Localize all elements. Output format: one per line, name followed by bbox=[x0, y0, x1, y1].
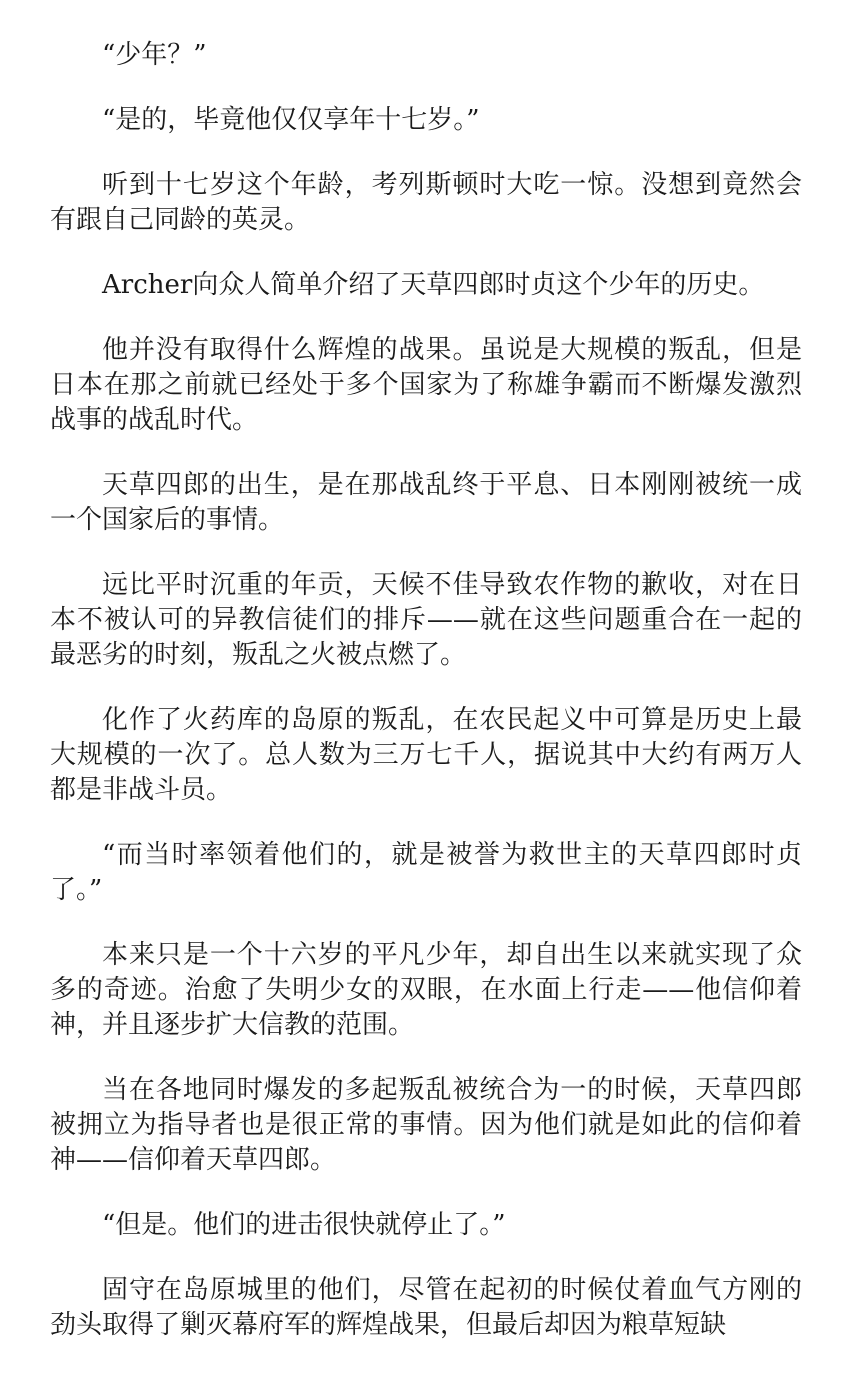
paragraph-dialogue: “是的，毕竟他仅仅享年十七岁。” bbox=[102, 105, 480, 135]
paragraph: 远比平时沉重的年贡，天候不佳导致农作物的歉收，对在日本不被认可的异教信徒们的排斥——就在这些问题重合在一起的最恶劣的时刻，叛乱之火被点燃了。 bbox=[50, 570, 802, 670]
paragraph: 化作了火药库的岛原的叛乱，在农民起义中可算是历史上最大规模的一次了。总人数为三万七千人，据说其中大约有两万人都是非战斗员。 bbox=[50, 705, 802, 805]
paragraph: 他并没有取得什么辉煌的战果。虽说是大规模的叛乱，但是日本在那之前就已经处于多个国家为了称雄争霸而不断爆发激烈战事的战乱时代。 bbox=[50, 335, 802, 435]
paragraph: Archer向众人简单介绍了天草四郎时贞这个少年的历史。 bbox=[102, 270, 765, 300]
paragraph-dialogue: “但是。他们的进击很快就停止了。” bbox=[102, 1210, 506, 1240]
paragraph: 听到十七岁这个年龄，考列斯顿时大吃一惊。没想到竟然会有跟自己同龄的英灵。 bbox=[50, 170, 802, 235]
paragraph-dialogue: “而当时率领着他们的，就是被誉为救世主的天草四郎时贞了。” bbox=[50, 840, 802, 905]
paragraph: 当在各地同时爆发的多起叛乱被统合为一的时候，天草四郎被拥立为指导者也是很正常的事情。因为他们就是如此的信仰着神——信仰着天草四郎。 bbox=[50, 1075, 802, 1175]
paragraph: 天草四郎的出生，是在那战乱终于平息、日本刚刚被统一成一个国家后的事情。 bbox=[50, 470, 802, 535]
paragraph: 固守在岛原城里的他们，尽管在起初的时候仗着血气方刚的劲头取得了剿灭幕府军的辉煌战果，但最后却因为粮草短缺 bbox=[50, 1275, 802, 1340]
paragraph-dialogue: “少年？” bbox=[102, 40, 207, 70]
paragraph: 本来只是一个十六岁的平凡少年，却自出生以来就实现了众多的奇迹。治愈了失明少女的双眼，在水面上行走——他信仰着神，并且逐步扩大信教的范围。 bbox=[50, 940, 802, 1040]
document-body bbox=[50, 38, 802, 1373]
